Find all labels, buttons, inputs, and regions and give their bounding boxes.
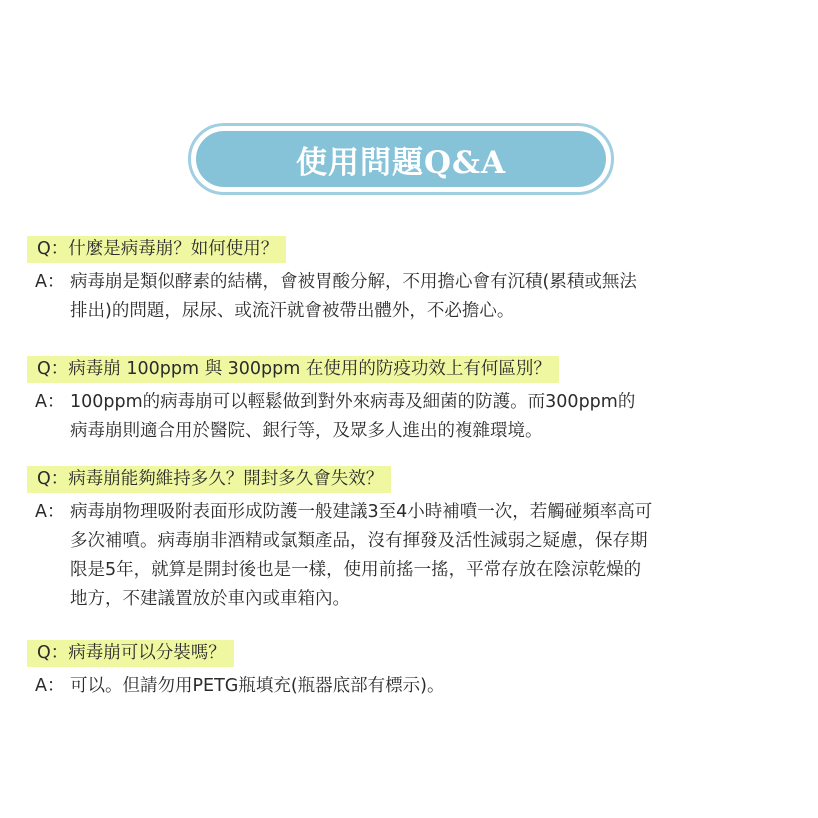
answer-line: 限是5年，就算是開封後也是一樣，使用前搖一搖，平常存放在陰涼乾燥的 — [70, 560, 642, 580]
question-3 — [27, 466, 391, 493]
answer-4 — [27, 672, 797, 701]
answer-line: 病毒崩是類似酵素的結構，會被胃酸分解，不用擔心會有沉積(累積或無法 — [70, 272, 637, 292]
answer-line: 排出)的問題，尿尿、或流汗就會被帶出體外，不必擔心。 — [70, 301, 515, 321]
answer-prefix: A： — [35, 392, 65, 412]
answer-line: 可以。但請勿用PETG瓶填充(瓶器底部有標示)。 — [70, 676, 445, 696]
qa-item-4 — [27, 640, 797, 701]
answer-prefix: A： — [35, 502, 65, 522]
question-1 — [27, 236, 286, 263]
page-title: 使用問題Q&A — [196, 131, 606, 187]
question-2 — [27, 356, 559, 383]
question-4 — [27, 640, 234, 667]
answer-line: 多次補噴。病毒崩非酒精或氯類產品，沒有揮發及活性減弱之疑慮，保存期 — [70, 531, 648, 551]
question-text: 病毒崩 100ppm 與 300ppm 在使用的防疫功效上有何區別？ — [68, 359, 551, 379]
answer-line: 100ppm的病毒崩可以輕鬆做到對外來病毒及細菌的防護。而300ppm的 — [70, 392, 636, 412]
question-text: 什麼是病毒崩？如何使用？ — [68, 239, 279, 259]
question-prefix: Q： — [37, 239, 69, 259]
question-prefix: Q： — [37, 643, 69, 663]
question-prefix: Q： — [37, 469, 69, 489]
answer-2 — [27, 388, 797, 446]
qa-item-3 — [27, 466, 797, 614]
answer-prefix: A： — [35, 272, 65, 292]
question-text: 病毒崩能夠維持多久？開封多久會失效？ — [68, 469, 384, 489]
answer-prefix: A： — [35, 676, 65, 696]
answer-3 — [27, 498, 797, 614]
question-text: 病毒崩可以分裝嗎？ — [68, 643, 226, 663]
answer-1 — [27, 268, 797, 326]
title-banner — [188, 123, 614, 195]
qa-item-2 — [27, 356, 797, 446]
answer-line: 病毒崩物理吸附表面形成防護一般建議3至4小時補噴一次，若觸碰頻率高可 — [70, 502, 653, 522]
answer-line: 地方，不建議置放於車內或車箱內。 — [70, 589, 350, 609]
qa-item-1 — [27, 236, 797, 326]
answer-line: 病毒崩則適合用於醫院、銀行等，及眾多人進出的複雜環境。 — [70, 421, 543, 441]
question-prefix: Q： — [37, 359, 69, 379]
